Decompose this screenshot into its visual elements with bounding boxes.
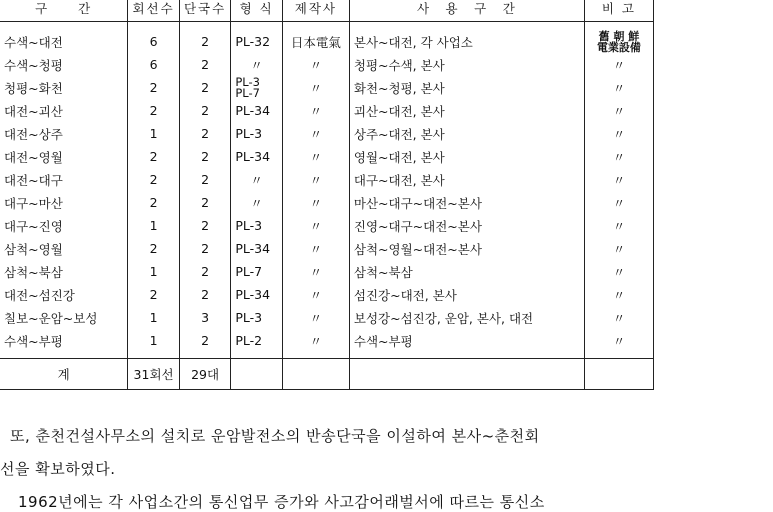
cell-section: 칠보~운암~보성 [0,306,128,329]
cell-usage: 상주~대전, 본사 [349,122,584,145]
note-text: 舊 朝 鮮 電業設備 [596,29,641,53]
cell-maker: 〃 [282,99,349,122]
cell-terminals: 2 [179,145,231,168]
cell-type: PL-34 [231,237,283,260]
cell-lines: 1 [128,329,180,359]
cell-note: 〃 [584,145,653,168]
total-type-empty [231,359,283,390]
table-row [0,306,654,329]
cell-note [584,22,653,54]
cell-note: 〃 [584,53,653,76]
cell-terminals: 2 [179,122,231,145]
cell-section: 대전~상주 [0,122,128,145]
cell-type: PL-3 [231,306,283,329]
body-paragraph-line-2: 선을 확보하였다. [0,460,116,478]
cell-section: 삼척~영월 [0,237,128,260]
cell-usage: 삼척~북삼 [349,260,584,283]
cell-note: 〃 [584,76,653,99]
cell-lines: 2 [128,99,180,122]
cell-terminals: 2 [179,329,231,359]
cell-terminals: 3 [179,306,231,329]
table-header-row [0,0,654,22]
header-section: 구 간 [0,0,128,22]
total-lines: 31회선 [128,359,180,390]
cell-usage: 화천~청평, 본사 [349,76,584,99]
cell-section: 삼척~북삼 [0,260,128,283]
table-row [0,214,654,237]
cell-section: 대구~마산 [0,191,128,214]
cell-note: 〃 [584,260,653,283]
cell-maker: 日本電氣 [282,22,349,54]
cell-type: PL-7 [231,260,283,283]
cell-usage: 수색~부평 [349,329,584,359]
cell-note: 〃 [584,99,653,122]
cell-type: 〃 [231,191,283,214]
cell-maker: 〃 [282,214,349,237]
total-terminals: 29대 [179,359,231,390]
table-row [0,283,654,306]
cell-maker: 〃 [282,329,349,359]
cell-note: 〃 [584,191,653,214]
total-usage-empty [349,359,584,390]
cell-usage: 청평~수색, 본사 [349,53,584,76]
cell-lines: 2 [128,237,180,260]
header-lines: 회선수 [128,0,180,22]
header-type: 형 식 [231,0,283,22]
cell-usage: 괴산~대전, 본사 [349,99,584,122]
total-row [0,359,654,390]
cell-maker: 〃 [282,306,349,329]
cell-usage: 영월~대전, 본사 [349,145,584,168]
header-maker: 제작사 [282,0,349,22]
cell-maker: 〃 [282,283,349,306]
cell-usage: 삼척~영월~대전~본사 [349,237,584,260]
table-row [0,145,654,168]
cell-section: 대전~영월 [0,145,128,168]
header-note: 비 고 [584,0,653,22]
total-label: 계 [0,359,128,390]
cell-note: 〃 [584,306,653,329]
cell-lines: 1 [128,214,180,237]
cell-lines: 1 [128,306,180,329]
cell-type: PL-32 [231,22,283,54]
cell-maker: 〃 [282,191,349,214]
table-row [0,191,654,214]
cell-type: 〃 [231,168,283,191]
cell-usage: 대구~대전, 본사 [349,168,584,191]
cell-maker: 〃 [282,122,349,145]
cell-type: PL-34 [231,99,283,122]
cell-type: PL-3 [231,122,283,145]
cell-lines: 2 [128,76,180,99]
cell-maker: 〃 [282,260,349,283]
table-row [0,22,654,54]
cell-type [231,76,283,99]
cell-maker: 〃 [282,237,349,260]
cell-terminals: 2 [179,76,231,99]
cell-terminals: 2 [179,283,231,306]
cell-lines: 6 [128,22,180,54]
cell-maker: 〃 [282,53,349,76]
cell-terminals: 2 [179,168,231,191]
cell-usage: 마산~대구~대전~본사 [349,191,584,214]
cell-note: 〃 [584,168,653,191]
table-row [0,237,654,260]
cell-terminals: 2 [179,191,231,214]
table-row [0,260,654,283]
cell-lines: 1 [128,122,180,145]
cell-terminals: 2 [179,53,231,76]
cell-maker: 〃 [282,145,349,168]
header-usage: 사 용 구 간 [349,0,584,22]
cell-terminals: 2 [179,22,231,54]
cell-type: PL-34 [231,145,283,168]
cell-section: 수색~청평 [0,53,128,76]
cell-usage: 보성강~섬진강, 운암, 본사, 대전 [349,306,584,329]
cell-maker: 〃 [282,76,349,99]
table-row [0,122,654,145]
table-row [0,53,654,76]
cell-lines: 2 [128,283,180,306]
cell-note: 〃 [584,283,653,306]
cell-lines: 2 [128,145,180,168]
total-note-empty [584,359,653,390]
cell-terminals: 2 [179,260,231,283]
cell-usage: 본사~대전, 각 사업소 [349,22,584,54]
cell-note: 〃 [584,122,653,145]
table-row [0,168,654,191]
cell-terminals: 2 [179,99,231,122]
cell-section: 수색~부평 [0,329,128,359]
cell-lines: 2 [128,191,180,214]
cell-type: 〃 [231,53,283,76]
cell-section: 청평~화천 [0,76,128,99]
table-row [0,76,654,99]
body-paragraph-line-1: 또, 춘천건설사무소의 설치로 운암발전소의 반송단국을 이설하여 본사~춘천회 [10,427,540,445]
total-maker-empty [282,359,349,390]
cell-section: 대전~섬진강 [0,283,128,306]
cell-note: 〃 [584,237,653,260]
cell-type: PL-2 [231,329,283,359]
cell-terminals: 2 [179,214,231,237]
cell-maker: 〃 [282,168,349,191]
cell-lines: 1 [128,260,180,283]
table-row [0,329,654,359]
cell-lines: 6 [128,53,180,76]
cell-usage: 진영~대구~대전~본사 [349,214,584,237]
cell-section: 대전~괴산 [0,99,128,122]
cell-lines: 2 [128,168,180,191]
cell-note: 〃 [584,329,653,359]
cell-terminals: 2 [179,237,231,260]
header-terminals: 단국수 [179,0,231,22]
cell-note: 〃 [584,214,653,237]
cell-type: PL-34 [231,283,283,306]
type-text: PL-3 PL-7 [235,76,260,99]
cell-usage: 섬진강~대전, 본사 [349,283,584,306]
body-paragraph-line-3: 1962년에는 각 사업소간의 통신업무 증가와 사고감어래벌서에 따르는 통신소 [18,493,545,511]
cell-section: 대전~대구 [0,168,128,191]
cell-section: 대구~진영 [0,214,128,237]
table-row [0,99,654,122]
cell-type: PL-3 [231,214,283,237]
cell-section: 수색~대전 [0,22,128,54]
